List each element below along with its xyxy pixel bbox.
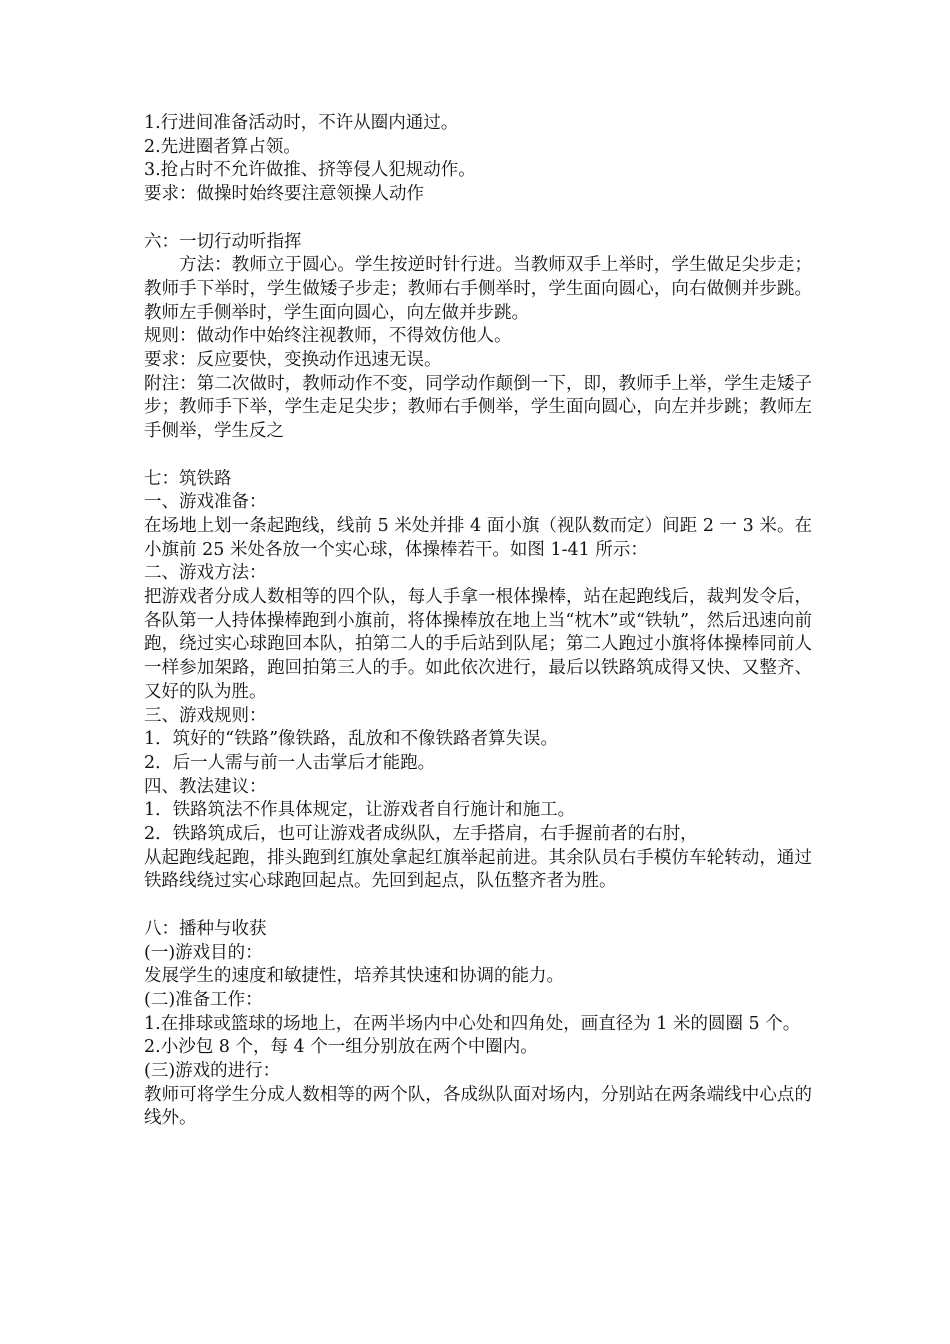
paragraph: (三)游戏的进行： xyxy=(144,1061,281,1082)
paragraph: 2．后一人需与前一人击掌后才能跑。 xyxy=(144,752,436,773)
paragraph: 1．筑好的“铁路”像铁路，乱放和不像铁路者算失误。 xyxy=(144,729,559,750)
paragraph: 发展学生的速度和敏捷性，培养其快速和协调的能力。 xyxy=(144,966,564,987)
paragraph: (一)游戏目的： xyxy=(144,942,263,963)
section-title: 六：一切行动听指挥 xyxy=(144,231,302,252)
blank-line xyxy=(144,444,812,468)
document-page xyxy=(144,112,812,1131)
paragraph: 2.先进圈者算占领。 xyxy=(144,136,301,157)
paragraph: 1.行进间准备活动时，不许从圈内通过。 xyxy=(144,113,459,133)
section-title: 七：筑铁路 xyxy=(144,468,232,489)
blank-line xyxy=(144,207,812,231)
paragraph: 四、教法建议： xyxy=(144,776,267,797)
paragraph: 2．铁路筑成后，也可让游戏者成纵队，左手搭肩，右手握前者的右肘， xyxy=(144,824,698,845)
paragraph: 在场地上划一条起跑线，线前 5 米处并排 4 面小旗（视队数而定）间距 2 一 3 米。在小旗前 25 米处各放一个实心球，体操棒若干。如图 1-41 所示： xyxy=(144,515,812,560)
blank-line xyxy=(144,894,812,918)
paragraph: 2.小沙包 8 个，每 4 个一组分别放在两个中圈内。 xyxy=(144,1037,538,1058)
paragraph: 规则：做动作中始终注视教师，不得效仿他人。 xyxy=(144,326,512,347)
paragraph: 3.抢占时不允许做推、挤等侵人犯规动作。 xyxy=(144,160,476,181)
paragraph: 一、游戏准备： xyxy=(144,492,267,513)
paragraph: 要求：反应要快，变换动作迅速无误。 xyxy=(144,350,442,371)
paragraph: 二、游戏方法： xyxy=(144,563,267,584)
paragraph: 三、游戏规则： xyxy=(144,705,267,726)
paragraph: 1．铁路筑法不作具体规定，让游戏者自行施计和施工。 xyxy=(144,800,576,821)
paragraph: 要求：做操时始终要注意领操人动作 xyxy=(144,184,424,205)
paragraph: 附注：第二次做时，教师动作不变，同学动作颠倒一下，即，教师手上举，学生走矮子步；教师手下举，学生走足尖步；教师右手侧举，学生面向圆心，向左并步跳；教师左手侧举，学生反之 xyxy=(144,373,812,442)
paragraph: 教师可将学生分成人数相等的两个队，各成纵队面对场内，分别站在两条端线中心点的线外。 xyxy=(144,1084,812,1129)
paragraph: (二)准备工作： xyxy=(144,989,263,1010)
paragraph: 从起跑线起跑，排头跑到红旗处拿起红旗举起前进。其余队员右手模仿车轮转动，通过铁路线绕过实心球跑回起点。先回到起点，队伍整齐者为胜。 xyxy=(144,847,812,892)
paragraph: 把游戏者分成人数相等的四个队，每人手拿一根体操棒，站在起跑线后，裁判发令后，各队第一人持体操棒跑到小旗前，将体操棒放在地上当“枕木”或“铁轨”，然后迅速向前跑，绕过实心球跑回本队，拍第二人的手后站到队尾；第二人跑过小旗将体操棒同前人一样参加架路，跑回拍第三人的手。如此依次进行，最后以铁路筑成得又快、又整齐、又好的队为胜。 xyxy=(144,587,812,702)
paragraph: 1.在排球或篮球的场地上，在两半场内中心处和四角处，画直径为 1 米的圆圈 5 个。 xyxy=(144,1013,801,1034)
paragraph: 方法：教师立于圆心。学生按逆时针行进。当教师双手上举时，学生做足尖步走；教师手下举时，学生做矮子步走；教师右手侧举时，学生面向圆心，向右做侧并步跳。教师左手侧举时，学生面向圆心，向左做并步跳。 xyxy=(144,255,812,323)
section-title: 八：播种与收获 xyxy=(144,918,267,939)
